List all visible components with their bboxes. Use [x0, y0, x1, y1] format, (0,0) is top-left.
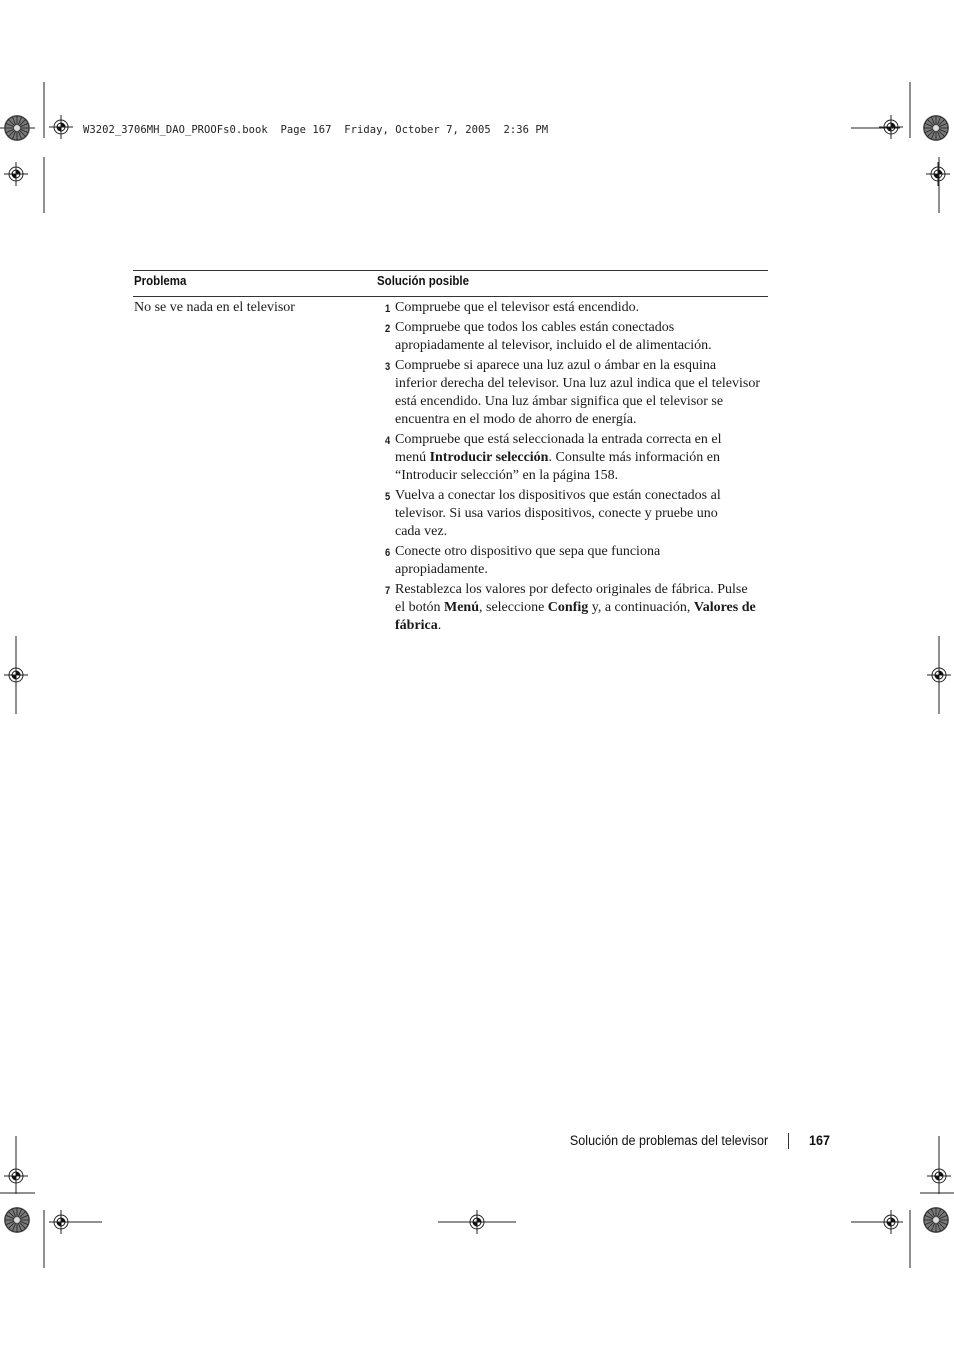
solution-step	[385, 543, 770, 579]
solution-step	[385, 431, 770, 485]
step-text-line	[395, 393, 770, 411]
solution-steps-list	[385, 299, 770, 637]
step-number: 5	[385, 491, 391, 503]
registration-mark-icon	[926, 162, 950, 186]
registration-mark-icon	[4, 1164, 28, 1188]
step-number: 6	[385, 547, 391, 559]
step-text-line	[395, 357, 770, 375]
step-text: televisor. Si usa varios dispositivos, conecte y pruebe uno	[395, 506, 718, 521]
step-text: Conecte otro dispositivo que sepa que funciona	[395, 544, 661, 559]
registration-mark-icon	[465, 1210, 489, 1234]
solution-step	[385, 357, 770, 429]
step-text: Compruebe si aparece una luz azul o ámbar en la esquina	[395, 358, 717, 373]
step-text: Vuelva a conectar los dispositivos que están conectados al	[395, 488, 721, 503]
ui-term: Valores de	[693, 600, 756, 615]
registration-mark-icon	[879, 1210, 903, 1234]
step-text-line	[395, 523, 770, 541]
color-bar-star-icon	[4, 115, 30, 141]
step-text: , seleccione	[479, 600, 548, 615]
step-text-line	[395, 375, 770, 393]
column-header-solution: Solución posible	[377, 274, 470, 288]
step-number: 4	[385, 435, 391, 447]
step-number: 1	[385, 303, 391, 315]
registration-mark-icon	[879, 115, 903, 139]
step-text: .	[437, 618, 442, 633]
step-text: encuentra en el modo de ahorro de energía.	[395, 412, 637, 427]
step-text-line	[395, 505, 770, 523]
ui-term: Introducir selección	[429, 450, 549, 465]
step-text: Compruebe que todos los cables están conectados	[395, 320, 675, 335]
step-text-line	[395, 467, 770, 485]
color-bar-star-icon	[923, 115, 949, 141]
step-text: cada vez.	[395, 524, 448, 539]
footer-separator	[788, 1133, 789, 1149]
step-text-line	[395, 543, 770, 561]
color-bar-star-icon	[4, 1207, 30, 1233]
ui-term: Config	[547, 600, 589, 615]
step-text-line	[395, 581, 770, 599]
step-text: Restablezca los valores por defecto originales de fábrica. Pulse	[395, 582, 748, 597]
crop-mark-top-right	[851, 82, 939, 213]
step-text: inferior derecha del televisor. Una luz azul indica que el televisor	[395, 376, 761, 391]
step-text-line	[395, 431, 770, 449]
solution-step	[385, 299, 770, 317]
solution-step	[385, 581, 770, 635]
crop-mark-bottom-right	[851, 1136, 954, 1268]
ui-term: fábrica	[395, 618, 438, 633]
step-text-line	[395, 411, 770, 429]
step-text-line	[395, 487, 770, 505]
step-text: apropiadamente.	[395, 562, 488, 577]
step-text-line	[395, 299, 770, 317]
page-number: 167	[809, 1133, 830, 1148]
step-text: “Introducir selección” en la página 158.	[395, 468, 619, 483]
step-text: apropiadamente al televisor, incluido el de alimentación.	[395, 338, 712, 353]
step-text-line	[395, 599, 770, 617]
step-text-line	[395, 337, 770, 355]
print-slug: W3202_3706MH_DAO_PROOFs0.book Page 167 Friday, October 7, 2005 2:36 PM	[83, 124, 549, 136]
solution-step	[385, 487, 770, 541]
color-bar-star-icon	[923, 1207, 949, 1233]
step-text: Compruebe que está seleccionada la entrada correcta en el	[395, 432, 722, 447]
table-header-rule	[133, 296, 768, 297]
table-top-rule	[133, 270, 768, 271]
registration-mark-icon	[49, 1210, 73, 1234]
step-text: menú	[395, 450, 430, 465]
step-text-line	[395, 617, 770, 635]
registration-mark-icon	[927, 1164, 951, 1188]
crop-mark-top-left	[0, 82, 44, 213]
problem-cell: No se ve nada en el televisor	[134, 300, 295, 315]
step-number: 2	[385, 323, 391, 335]
step-text: y, a continuación,	[588, 600, 694, 615]
crop-mark-bottom-left	[0, 1136, 102, 1268]
step-text: el botón	[395, 600, 444, 615]
registration-mark-icon	[927, 663, 951, 687]
ui-term: Menú	[444, 600, 479, 615]
step-text-line	[395, 561, 770, 579]
step-text: . Consulte más información en	[548, 450, 720, 465]
registration-mark-icon	[49, 115, 73, 139]
solution-step	[385, 319, 770, 355]
column-header-problem: Problema	[134, 274, 187, 288]
footer-section-title: Solución de problemas del televisor	[569, 1133, 768, 1148]
step-number: 3	[385, 361, 391, 373]
step-text-line	[395, 319, 770, 337]
step-text: está encendido. Una luz ámbar significa que el televisor se	[395, 394, 724, 409]
step-text: Compruebe que el televisor está encendido.	[395, 300, 640, 315]
registration-mark-icon	[4, 162, 28, 186]
step-text-line	[395, 449, 770, 467]
registration-mark-icon	[4, 663, 28, 687]
step-number: 7	[385, 585, 391, 597]
